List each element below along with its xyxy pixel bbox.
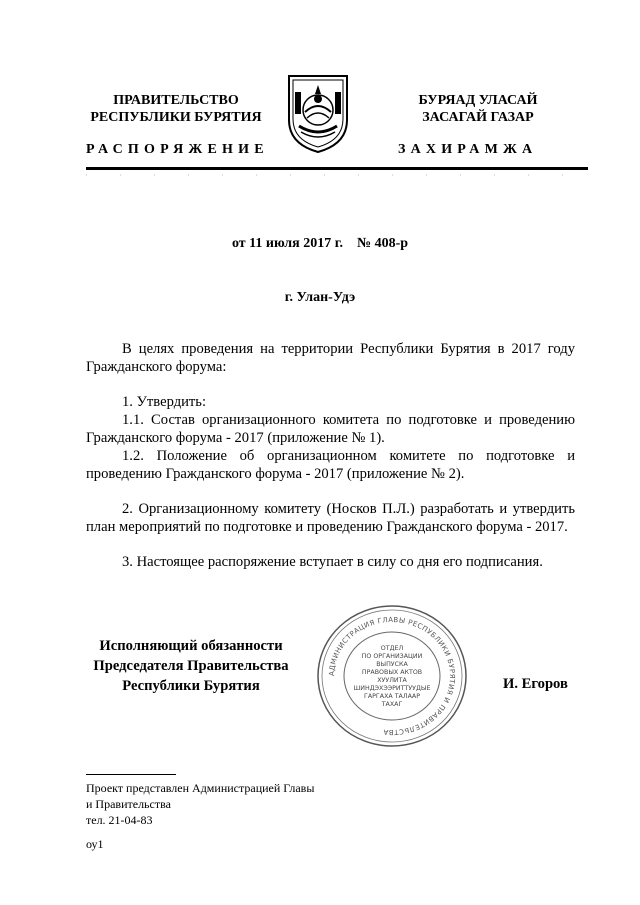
- signatory-title-line2: Председателя Правительства: [93, 658, 289, 674]
- seal-line: ПО ОРГАНИЗАЦИИ: [361, 653, 423, 660]
- footer-code: оу1: [86, 837, 104, 851]
- clause-1: 1. Утвердить:: [122, 394, 207, 410]
- coat-of-arms-icon: [285, 72, 351, 154]
- clause-1-1: 1.1. Состав организационного комитета по подготовке и проведению Гражданского форума - 2017 (приложение № 1).: [86, 412, 575, 446]
- document-date-number: [0, 236, 640, 252]
- official-seal: [316, 604, 468, 748]
- document-city: г. Улан-Удэ: [284, 290, 356, 305]
- header-right-org: [378, 92, 578, 126]
- seal-line: ГАРГАХА ТАЛААР: [363, 693, 421, 700]
- seal-ring-text: АДМИНИСТРАЦИЯ ГЛАВЫ РЕСПУБЛИКИ БУРЯТИЯ И ПРАВИТЕЛЬСТВА: [327, 615, 457, 737]
- document-body: [86, 340, 575, 571]
- seal-line: ВЫПУСКА: [376, 661, 408, 668]
- document-date: от 11 июля 2017 г.: [231, 236, 343, 251]
- seal-line: ПРАВОВЫХ АКТОВ: [361, 669, 423, 676]
- doc-type-ru: РАСПОРЯЖЕНИЕ: [86, 142, 269, 157]
- doc-type-bua: ЗАХИРАМЖА: [398, 142, 538, 157]
- signatory-title-line3: Республики Бурятия: [122, 678, 260, 694]
- signatory-name: И. Егоров: [503, 676, 568, 692]
- clause-3: 3. Настоящее распоряжение вступает в силу со дня его подписания.: [122, 554, 543, 570]
- seal-line: ШИНДЭХЭЭРИТТУУДЫЕ: [353, 685, 431, 692]
- footer-line2: и Правительства: [86, 797, 171, 811]
- seal-line: ТАХАГ: [381, 701, 403, 708]
- header-left-org: [76, 92, 276, 126]
- document-number: № 408-р: [357, 236, 409, 251]
- seal-line: ОТДЕЛ: [380, 645, 404, 652]
- clause-1-2: 1.2. Положение об организационном комитете по подготовке и проведению Гражданского форума - 2017 (приложение № 2).: [86, 448, 575, 482]
- org-name-bua-line2: ЗАСАГАЙ ГАЗАР: [422, 110, 534, 125]
- signatory-title-line1: Исполняющий обязанности: [99, 638, 283, 654]
- header-divider: [86, 167, 588, 170]
- signatory-title: [86, 636, 296, 696]
- header-dotted-line: [86, 173, 588, 177]
- footer-note: [86, 780, 314, 852]
- footer-line1: Проект представлен Администрацией Главы: [86, 781, 315, 795]
- seal-line: ХУУЛИТА: [377, 677, 407, 684]
- clause-2: 2. Организационному комитету (Носков П.Л.) разработать и утвердить план мероприятий по подготовке и проведению Гражданского форума - 2017.: [86, 501, 575, 535]
- org-name-bua-line1: БУРЯАД УЛАСАЙ: [418, 93, 538, 108]
- preamble-paragraph: В целях проведения на территории Республики Бурятия в 2017 году Гражданского форума:: [86, 341, 575, 375]
- footer-phone: тел. 21-04-83: [86, 813, 153, 827]
- org-name-ru-line2: РЕСПУБЛИКИ БУРЯТИЯ: [90, 110, 262, 125]
- org-name-ru-line1: ПРАВИТЕЛЬСТВО: [113, 93, 239, 108]
- footer-divider: [86, 774, 176, 775]
